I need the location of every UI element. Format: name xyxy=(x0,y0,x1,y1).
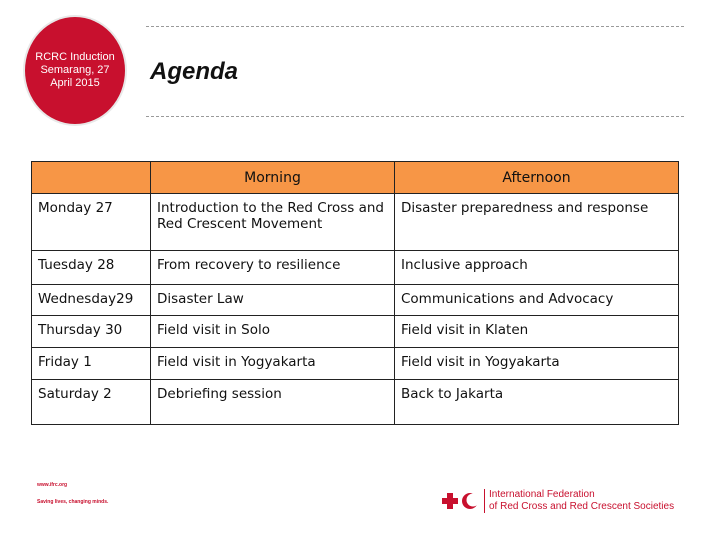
afternoon-cell: Back to Jakarta xyxy=(395,380,679,425)
event-badge xyxy=(25,17,125,124)
ifrc-separator xyxy=(484,489,485,513)
afternoon-cell: Disaster preparedness and response xyxy=(395,194,679,251)
morning-cell: Field visit in Yogyakarta xyxy=(151,348,395,380)
afternoon-cell: Field visit in Yogyakarta xyxy=(395,348,679,380)
table-row xyxy=(32,380,679,425)
morning-cell: Disaster Law xyxy=(151,285,395,316)
header-afternoon: Afternoon xyxy=(395,162,679,194)
ifrc-name-line2: of Red Cross and Red Crescent Societies xyxy=(489,500,675,512)
day-cell: Tuesday 28 xyxy=(32,251,151,285)
table-row xyxy=(32,348,679,380)
header-morning: Morning xyxy=(151,162,395,194)
table-row xyxy=(32,285,679,316)
ifrc-emblem xyxy=(441,492,479,510)
table-row xyxy=(32,316,679,348)
header-day xyxy=(32,162,151,194)
agenda-header-row xyxy=(32,162,679,194)
ifrc-logo xyxy=(441,487,693,514)
red-cross-icon xyxy=(441,492,459,510)
table-row xyxy=(32,251,679,285)
event-badge-text: RCRC Induction Semarang, 27 April 2015 xyxy=(35,51,115,89)
day-cell: Wednesday29 xyxy=(32,285,151,316)
footer-url[interactable]: www.ifrc.org xyxy=(37,482,68,488)
agenda-table xyxy=(31,161,679,425)
red-crescent-icon xyxy=(461,492,479,510)
footer-tagline: Saving lives, changing minds. xyxy=(37,499,109,505)
morning-cell: Field visit in Solo xyxy=(151,316,395,348)
day-cell: Thursday 30 xyxy=(32,316,151,348)
slide-title: Agenda xyxy=(150,58,239,85)
day-cell: Monday 27 xyxy=(32,194,151,251)
ifrc-name xyxy=(489,489,674,513)
morning-cell: Introduction to the Red Cross and Red Crescent Movement xyxy=(151,194,395,251)
afternoon-cell: Inclusive approach xyxy=(395,251,679,285)
day-cell: Friday 1 xyxy=(32,348,151,380)
morning-cell: Debriefing session xyxy=(151,380,395,425)
table-row xyxy=(32,194,679,251)
morning-cell: From recovery to resilience xyxy=(151,251,395,285)
day-cell: Saturday 2 xyxy=(32,380,151,425)
title-divider-top xyxy=(146,26,684,27)
title-divider-bottom xyxy=(146,116,684,117)
afternoon-cell: Communications and Advocacy xyxy=(395,285,679,316)
afternoon-cell: Field visit in Klaten xyxy=(395,316,679,348)
ifrc-name-line1: International Federation xyxy=(489,488,595,500)
